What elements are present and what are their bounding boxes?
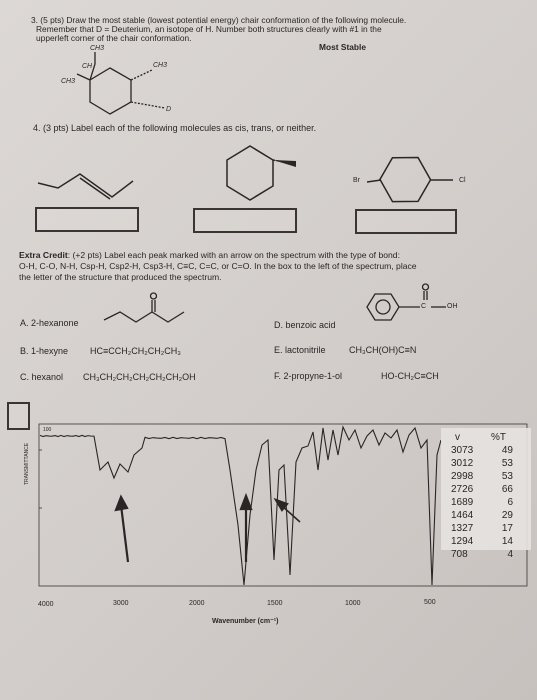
peak-arrows bbox=[116, 496, 300, 562]
y-axis-label: TRANSMITTANCE bbox=[24, 442, 30, 485]
structure-e-formula: CH₃CH(OH)C≡N bbox=[349, 345, 417, 355]
q3-line2: Remember that D = Deuterium, an isotope of H. Number both structures clearly with #1 in the bbox=[36, 24, 382, 34]
chloro-label: Cl bbox=[459, 177, 466, 184]
sub-ch3-right: CH3 bbox=[153, 62, 168, 69]
peak-table bbox=[451, 431, 513, 561]
peak-transmittance: 53 bbox=[501, 458, 513, 469]
answer-box-3[interactable] bbox=[355, 209, 457, 234]
answer-box-2[interactable] bbox=[193, 208, 297, 233]
benzoic-oh: OH bbox=[447, 303, 458, 310]
peak-wavenumber: 3073 bbox=[451, 445, 474, 456]
most-stable-label: Most Stable bbox=[319, 42, 366, 52]
peak-table-header-t: %T bbox=[491, 432, 506, 443]
sub-ch-left: CH bbox=[82, 63, 93, 70]
peak-table-header-v: v bbox=[455, 432, 460, 443]
peak-table-row bbox=[451, 548, 513, 561]
peak-transmittance: 53 bbox=[501, 471, 513, 482]
x-tick-3000: 3000 bbox=[113, 600, 129, 607]
benzoic-c: C bbox=[421, 303, 427, 310]
sub-ch3-top: CH3 bbox=[90, 45, 105, 52]
x-tick-1000: 1000 bbox=[345, 600, 361, 607]
peak-table-row bbox=[451, 522, 513, 535]
x-tick-1500: 1500 bbox=[267, 600, 283, 607]
peak-transmittance: 66 bbox=[501, 484, 513, 495]
peak-table-row bbox=[451, 509, 513, 522]
q4-text: 4. (3 pts) Label each of the following molecules as cis, trans, or neither. bbox=[33, 123, 317, 133]
x-tick-500: 500 bbox=[424, 599, 436, 606]
peak-table-row bbox=[451, 444, 513, 457]
structure-f-label: F. 2-propyne-1-ol bbox=[274, 371, 343, 381]
extra-credit-line2: O-H, C-O, N-H, Csp-H, Csp2-H, Csp3-H, C≡C, C=C, or C=O. In the box to the left of the spectrum, place bbox=[19, 261, 417, 271]
structure-d: D. benzoic acid bbox=[274, 320, 336, 330]
peak-wavenumber: 1327 bbox=[451, 523, 474, 534]
peak-wavenumber: 708 bbox=[451, 549, 468, 560]
spectrum-answer-box[interactable] bbox=[7, 402, 30, 430]
peak-wavenumber: 1689 bbox=[451, 497, 474, 508]
x-axis-label: Wavenumber (cm⁻¹) bbox=[212, 618, 279, 625]
structure-b-label: B. 1-hexyne bbox=[20, 346, 69, 356]
peak-wavenumber: 2726 bbox=[451, 484, 474, 495]
extra-credit-line1: Extra Credit: (+2 pts) Label each peak marked with an arrow on the spectrum with the type of bond: bbox=[19, 250, 400, 260]
extra-credit-line3: the letter of the structure that produced the spectrum. bbox=[19, 272, 222, 282]
y-axis-top-label: 100 bbox=[43, 427, 52, 433]
peak-table-row bbox=[451, 470, 513, 483]
structure-b-formula: HC≡CCH₂CH₂CH₂CH₃ bbox=[90, 346, 181, 356]
peak-table-row bbox=[451, 483, 513, 496]
structure-c-label: C. hexanol bbox=[20, 372, 64, 382]
bromo-label: Br bbox=[353, 177, 360, 184]
peak-wavenumber: 3012 bbox=[451, 458, 474, 469]
structure-c-formula: CH₃CH₂CH₂CH₂CH₂CH₂OH bbox=[83, 372, 196, 382]
peak-table-row bbox=[451, 457, 513, 470]
peak-transmittance: 17 bbox=[501, 523, 513, 534]
spectrum-trace bbox=[40, 427, 441, 585]
x-tick-2000: 2000 bbox=[189, 600, 205, 607]
peak-transmittance: 6 bbox=[507, 497, 513, 508]
peak-transmittance: 49 bbox=[501, 445, 513, 456]
peak-wavenumber: 2998 bbox=[451, 471, 474, 482]
peak-transmittance: 29 bbox=[501, 510, 513, 521]
peak-table-row bbox=[451, 535, 513, 548]
structure-a: A. 2-hexanone bbox=[20, 318, 79, 328]
peak-wavenumber: 1464 bbox=[451, 510, 474, 521]
peak-transmittance: 4 bbox=[507, 549, 513, 560]
sub-ch3-left: CH3 bbox=[61, 78, 76, 85]
sub-d: D bbox=[166, 106, 172, 113]
structure-e-label: E. lactonitrile bbox=[274, 345, 326, 355]
structure-f-formula: HO-CH₂C≡CH bbox=[381, 371, 439, 381]
peak-table-row bbox=[451, 496, 513, 509]
answer-box-1[interactable] bbox=[35, 207, 139, 232]
peak-wavenumber: 1294 bbox=[451, 536, 474, 547]
q3-line1: 3. (5 pts) Draw the most stable (lowest potential energy) chair conformation of the following molecule. bbox=[31, 15, 407, 25]
x-tick-4000: 4000 bbox=[38, 601, 54, 608]
q3-line3: upperleft corner of the chair conformation. bbox=[36, 33, 192, 43]
peak-transmittance: 14 bbox=[501, 536, 513, 547]
